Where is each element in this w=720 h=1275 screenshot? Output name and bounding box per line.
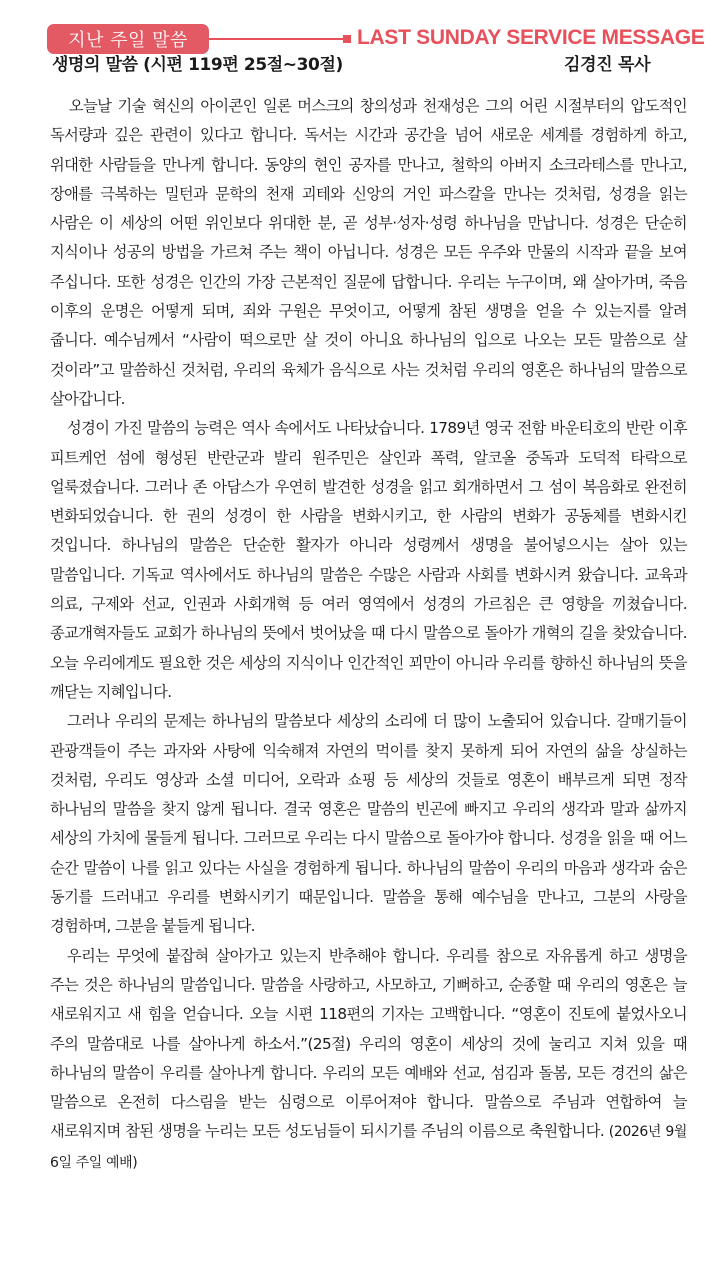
preacher-name: 김경진 목사	[564, 55, 651, 75]
service-date-note: (2026년 9월 6일 주일 예배)	[50, 1124, 688, 1171]
header-divider-marker	[343, 35, 351, 43]
paragraph-1	[50, 92, 687, 414]
english-section-title: LAST SUNDAY SERVICE MESSAGE	[357, 26, 705, 49]
bulletin-header	[0, 0, 720, 80]
paragraph-text: 오늘날 기술 혁신의 아이콘인 일론 머스크의 창의성과 천재성은 그의 어린 시절부터의 압도적인 독서량과 깊은 관련이 있다고 합니다. 독서는 시간과 공간을 넘어 새로운 세계를 경험하게 하고, 위대한 사람들을 만나게 합니다. 동양의 현인 공자를 만나고, 철학의 아버지 소크라테스를 만나고, 장애를 극복하는 밀턴과 문학의 천재 괴테와 신앙의 거인 파스칼을 만나는 것처럼, 성경을 읽는 사람은 이 세상의 어떤 위인보다 위대한 분, 곧 성부·성자·성령 하나님을 만납니다. 성경은 단순히 지식이나 성공의 방법을 가르쳐 주는 책이 아닙니다. 성경은 모든 우주와 만물의 시작과 끝을 보여 주십니다. 또한 성경은 인간의 가장 근본적인 질문에 답합니다. 우리는 누구이며, 왜 살아가며, 죽음 이후의 운명은 어떻게 되며, 죄와 구원은 무엇이고, 어떻게 참된 생명을 얻을 수 있는지를 알려 줍니다. 예수님께서 “사람이 떡으로만 살 것이 아니요 하나님의 입으로 나오는 모든 말씀으로 살 것이라”고 말씀하신 것처럼, 우리의 육체가 음식으로 사는 것처럼 우리의 영혼은 하나님의 말씀으로 살아갑니다.	[50, 97, 687, 408]
sermon-title: 생명의 말씀 (시편 119편 25절~30절)	[52, 55, 343, 75]
header-divider-line	[209, 38, 345, 40]
paragraph-3	[50, 707, 687, 941]
paragraph-text: 우리는 무엇에 붙잡혀 살아가고 있는지 반추해야 합니다. 우리를 참으로 자유롭게 하고 생명을 주는 것은 하나님의 말씀입니다. 말씀을 사랑하고, 사모하고, 기뻐하고, 순종할 때 우리의 영혼은 늘 새로워지고 새 힘을 얻습니다. 오늘 시편 118편의 기자는 고백합니다. “영혼이 진토에 붙었사오니 주의 말씀대로 나를 살아나게 하소서.”(25절) 우리의 영혼이 세상의 것에 눌리고 지쳐 있을 때 하나님의 말씀이 우리를 살아나게 합니다. 우리의 모든 예배와 선교, 섬김과 돌봄, 모든 경건의 삶은 말씀으로 온전히 다스림을 받는 심령으로 이루어져야 합니다. 말씀으로 주님과 연합하여 늘 새로워지며 참된 생명을 누리는 모든 성도님들이 되시기를 주님의 이름으로 축원합니다.	[50, 946, 687, 1141]
sermon-article	[50, 92, 687, 1178]
paragraph-text: 성경이 가진 말씀의 능력은 역사 속에서도 나타났습니다. 1789년 영국 전함 바운티호의 반란 이후 피트케언 섬에 형성된 반란군과 발리 원주민은 살인과 폭력, 알코올 중독과 도덕적 타락으로 얼룩졌습니다. 그러나 존 아담스가 우연히 발견한 성경을 읽고 회개하면서 그 섬이 복음화로 완전히 변화되었습니다. 한 권의 성경이 한 사람을 변화시키고, 한 사람의 변화가 공동체를 변화시킨 것입니다. 하나님의 말씀은 단순한 활자가 아니라 성령께서 생명을 불어넣으시는 살아 있는 말씀입니다. 기독교 역사에서도 하나님의 말씀은 수많은 사람과 사회를 변화시켜 왔습니다. 교육과 의료, 구제와 선교, 인권과 사회개혁 등 여러 영역에서 성경의 가르침은 큰 영향을 끼쳤습니다. 종교개혁자들도 교회가 하나님의 뜻에서 벗어났을 때 다시 말씀으로 돌아가 개혁의 길을 찾았습니다. 오늘 우리에게도 필요한 것은 세상의 지식이나 인간적인 꾀만이 아니라 우리를 향하신 하나님의 뜻을 깨닫는 지혜입니다.	[50, 419, 687, 701]
paragraph-4	[50, 942, 687, 1178]
section-label: 지난 주일 말씀	[47, 24, 209, 54]
paragraph-2	[50, 414, 687, 707]
paragraph-text: 그러나 우리의 문제는 하나님의 말씀보다 세상의 소리에 더 많이 노출되어 있습니다. 갈매기들이 관광객들이 주는 과자와 사탕에 익숙해져 자연의 먹이를 찾지 못하게 되어 자연의 삶을 상실하는 것처럼, 우리도 영상과 소셜 미디어, 오락과 쇼핑 등 세상의 것들로 영혼이 배부르게 되면 정작 하나님의 말씀을 찾지 않게 됩니다. 결국 영혼은 말씀의 빈곤에 빠지고 우리의 생각과 말과 삶까지 세상의 가치에 물들게 됩니다. 그러므로 우리는 다시 말씀으로 돌아가야 합니다. 성경을 읽을 때 어느 순간 말씀이 나를 읽고 있다는 사실을 경험하게 됩니다. 하나님의 말씀이 우리의 마음과 생각과 숨은 동기를 드러내고 우리를 변화시키기 때문입니다. 말씀을 통해 예수님을 만나고, 그분의 사랑을 경험하며, 그분을 붙들게 됩니다.	[50, 712, 687, 936]
